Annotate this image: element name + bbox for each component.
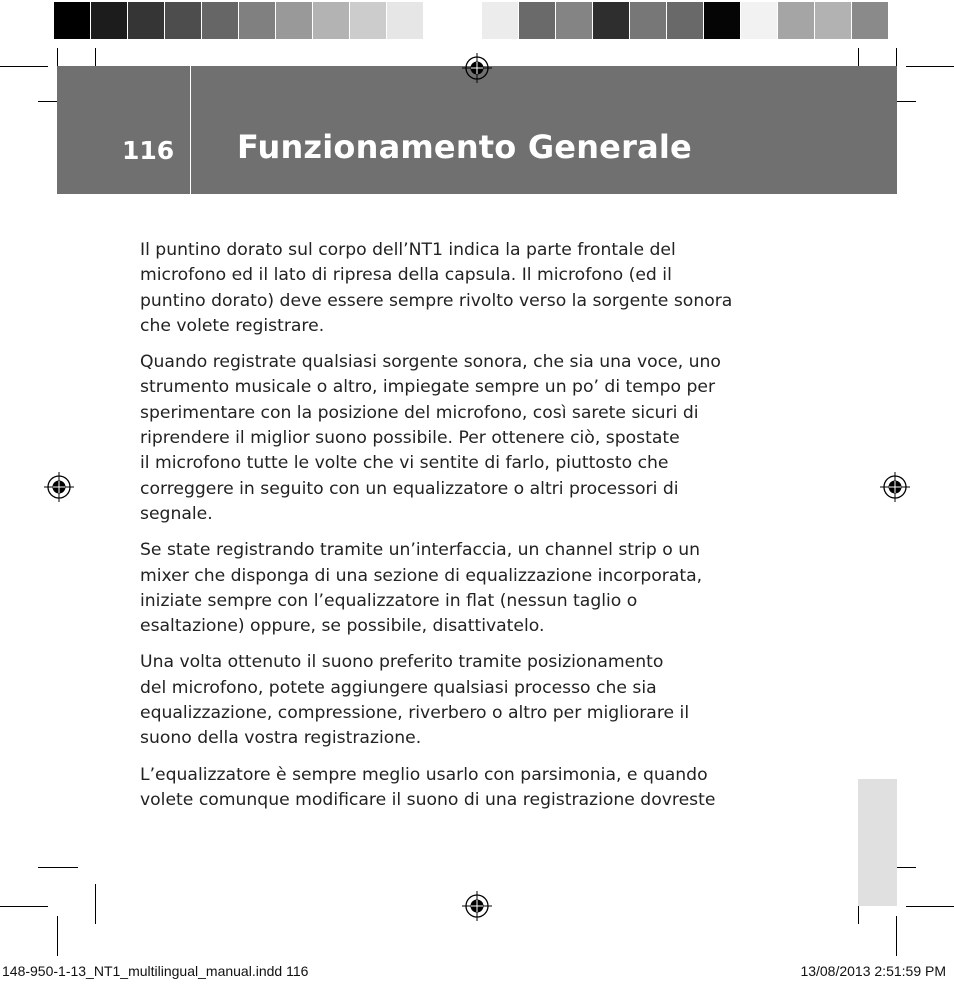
color-swatch — [276, 2, 313, 39]
color-swatch — [239, 2, 276, 39]
color-swatch — [556, 2, 593, 39]
color-swatch — [778, 2, 815, 39]
registration-crosshair-icon — [44, 472, 74, 502]
paragraph: Il puntino dorato sul corpo dell’NT1 indica la parte frontale del microfono ed il lato di ripresa della capsula. Il microfono (ed il puntino dorato) deve essere sempre rivolto verso la sorgente sonora che volete registrare. — [140, 240, 733, 336]
color-swatch-bar-right — [482, 2, 889, 39]
page-title: Funzionamento Generale — [237, 128, 692, 166]
color-swatch — [91, 2, 128, 39]
color-swatch — [313, 2, 350, 39]
color-swatch — [704, 2, 741, 39]
color-swatch — [667, 2, 704, 39]
page-header-band — [57, 66, 897, 194]
color-swatch — [165, 2, 202, 39]
color-swatch — [519, 2, 556, 39]
color-swatch — [202, 2, 239, 39]
color-swatch — [482, 2, 519, 39]
paragraph: Se state registrando tramite un’interfaccia, un channel strip o un mixer che disponga di una sezione di equalizzazione incorporata, iniziate sempre con l’equalizzatore in flat (nessun taglio o esaltazione) oppure, se possibile, disattivatelo. — [140, 540, 703, 637]
registration-crosshair-icon — [462, 53, 492, 83]
color-swatch — [815, 2, 852, 39]
crop-mark — [38, 867, 78, 868]
color-swatch — [387, 2, 424, 39]
crop-mark — [906, 906, 954, 907]
registration-crosshair-icon — [462, 891, 492, 921]
registration-crosshair-icon — [880, 472, 910, 502]
color-swatch — [128, 2, 165, 39]
color-swatch — [630, 2, 667, 39]
body-text — [140, 238, 780, 824]
paragraph: Quando registrate qualsiasi sorgente sonora, che sia una voce, uno strumento musicale o altro, impiegate sempre un po’ di tempo per sperimentare con la posizione del microfono, così sarete sicuri di riprendere il miglior suono possibile. Per ottenere ciò, spostate il microfono tutte le volte che vi sentite di farlo, piuttosto che correggere in seguito con un equalizzatore o altri processori di segnale. — [140, 352, 721, 524]
color-swatch — [741, 2, 778, 39]
crop-mark — [57, 916, 58, 956]
crop-mark — [95, 884, 96, 924]
header-divider — [190, 66, 191, 194]
paragraph: L’equalizzatore è sempre meglio usarlo con parsimonia, e quando volete comunque modificare il suono di una registrazione dovreste — [140, 764, 716, 810]
footer-file-info: 148-950-1-13_NT1_multilingual_manual.indd 116 — [2, 963, 309, 979]
color-swatch — [350, 2, 387, 39]
color-swatch — [424, 2, 461, 39]
color-swatch — [593, 2, 630, 39]
color-swatch — [54, 2, 91, 39]
color-swatch — [852, 2, 889, 39]
footer-timestamp: 13/08/2013 2:51:59 PM — [800, 963, 946, 979]
crop-mark — [0, 906, 48, 907]
crop-mark — [906, 66, 954, 67]
crop-mark — [0, 66, 48, 67]
crop-mark — [896, 916, 897, 956]
paragraph: Una volta ottenuto il suono preferito tramite posizionamento del microfono, potete aggiungere qualsiasi processo che sia equalizzazione, compressione, riverbero o altro per migliorare il suono della vostra registrazione. — [140, 652, 690, 749]
color-swatch-bar-left — [54, 2, 461, 39]
page-number: 116 — [122, 136, 175, 165]
side-thumb-tab — [858, 779, 897, 906]
